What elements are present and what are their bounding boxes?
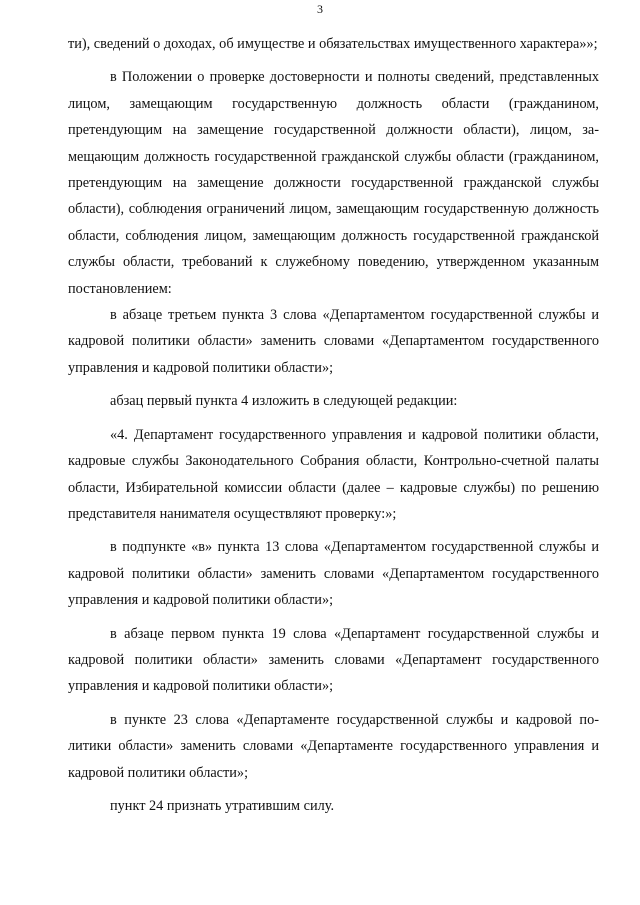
paragraph-item-23: в пункте 23 слова «Департаменте государственной службы и кадровой политики области» заменить словами «Департаменте государственного управления и кадровой политики области»;	[68, 711, 599, 781]
paragraph-regulation-intro: в Положении о проверке достоверности и полноты сведений, представленных лицом, замещающим государственную должность области (гражданином, претендующим на замещение государственной должности области), лицом, замещающим должность государственной гражданской службы области (гражданином, претендующим на замещение должности государственной гражданской службы области), соблюдения ограничений лицом, замещающим государственную должность области, соблюдения лицом, замещающим должность государственной гражданской службы области, требований к служебному поведению, утвержденном указанным постановлением:	[68, 69, 599, 297]
document-body	[68, 31, 599, 819]
paragraph-item-19: в абзаце первом пункта 19 слова «Департамент государственной службы и кадровой политики области» заменить словами «Департамент государственного управления и кадровой политики области»;	[68, 625, 599, 695]
paragraph-continuation: ти), сведений о доходах, об имуществе и обязательствах имущественного характера»»;	[68, 36, 598, 52]
page-number: 3	[317, 2, 323, 16]
paragraph-item-13: в подпункте «в» пункта 13 слова «Департаментом государственной службы и кадровой политики области» заменить словами «Департаментом государственного управления и кадровой политики области»;	[68, 539, 599, 609]
paragraph-item-3: в абзаце третьем пункта 3 слова «Департаментом государственной службы и кадровой политики области» заменить словами «Департаментом государственного управления и кадровой политики области»;	[68, 307, 599, 376]
paragraph-item-24: пункт 24 признать утратившим силу.	[110, 797, 335, 814]
paragraph-item-4-intro: абзац первый пункта 4 изложить в следующей редакции:	[110, 393, 458, 410]
paragraph-item-4-text: «4. Департамент государственного управления и кадровой политики области, кадровые службы Законодательного Собрания области, Контрольно-счетной палаты области, Избирательной комиссии области (далее – кадровые службы) по решению представителя нанимателя осуществляют проверку:»;	[68, 426, 599, 522]
